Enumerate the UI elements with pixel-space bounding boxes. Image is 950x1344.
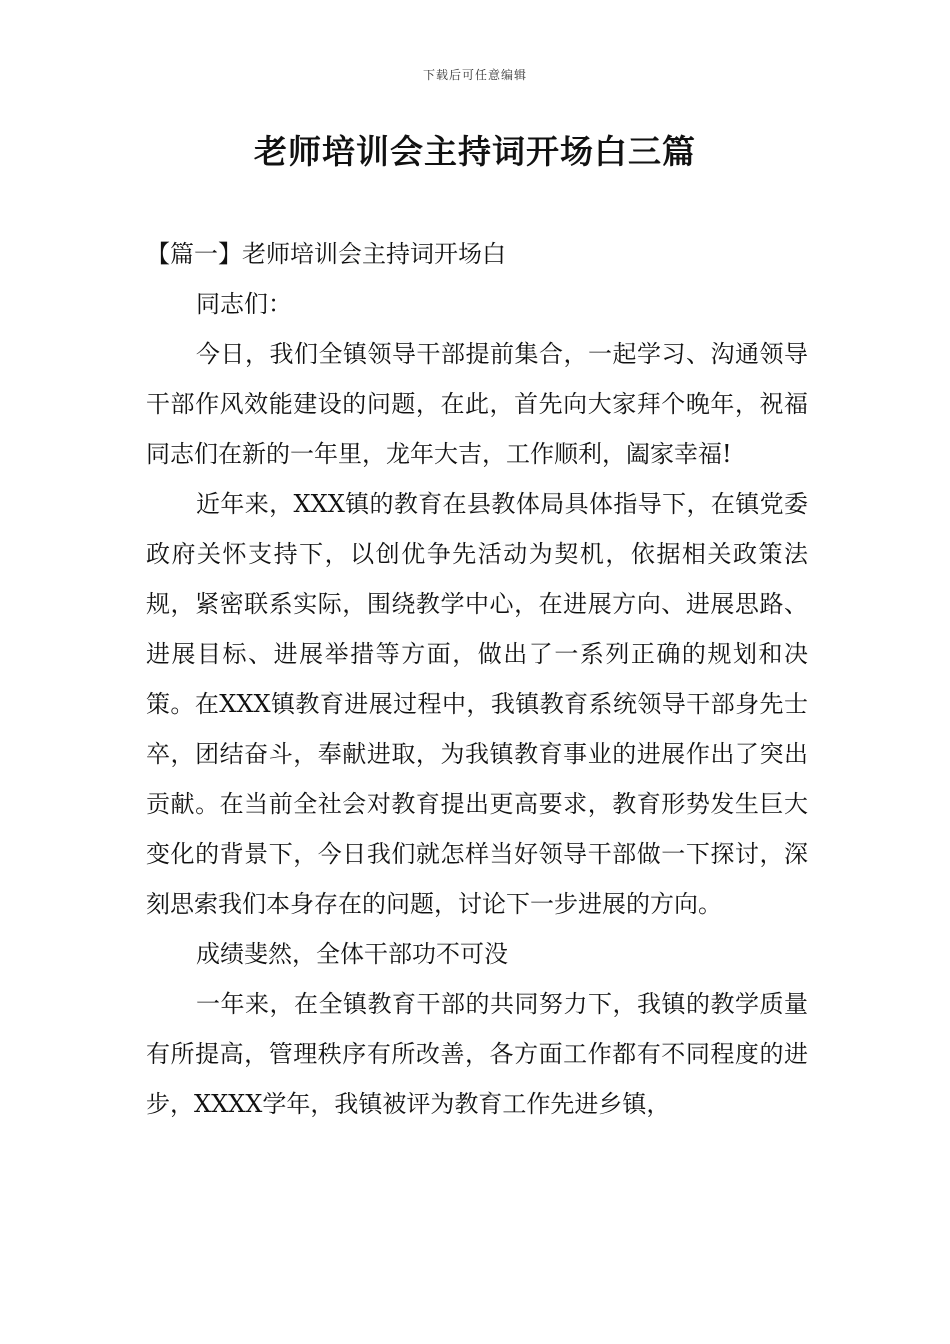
- paragraph-opening: 今日，我们全镇领导干部提前集合，一起学习、沟通领导干部作风效能建设的问题，在此，首先向大家拜个晚年，祝福同志们在新的一年里，龙年大吉，工作顺利，阖家幸福!: [146, 340, 808, 468]
- document-title: 老师培训会主持词开场白三篇: [254, 132, 696, 171]
- section-heading: 【篇一】老师培训会主持词开场白: [146, 240, 506, 268]
- paragraph-subheading: 成绩斐然，全体干部功不可没: [196, 940, 508, 968]
- paragraph-background: 近年来，XXX镇的教育在县教体局具体指导下，在镇党委政府关怀支持下，以创优争先活动为契机，依据相关政策法规，紧密联系实际，围绕教学中心，在进展方向、进展思路、进展目标、进展举措等方面，做出了一系列正确的规划和决策。在XXX镇教育进展过程中，我镇教育系统领导干部身先士卒，团结奋斗，奉献进取，为我镇教育事业的进展作出了突出贡献。在当前全社会对教育提出更高要求，教育形势发生巨大变化的背景下，今日我们就怎样当好领导干部做一下探讨，深刻思索我们本身存在的问题，讨论下一步进展的方向。: [146, 490, 808, 918]
- header-note: 下载后可任意编辑: [422, 68, 527, 82]
- paragraph-achievements: 一年来，在全镇教育干部的共同努力下，我镇的教学质量有所提高，管理秩序有所改善，各方面工作都有不同程度的进步，XXXX学年，我镇被评为教育工作先进乡镇，: [146, 990, 808, 1118]
- document-body: [146, 229, 808, 1129]
- paragraph-greeting: 同志们：: [196, 290, 292, 318]
